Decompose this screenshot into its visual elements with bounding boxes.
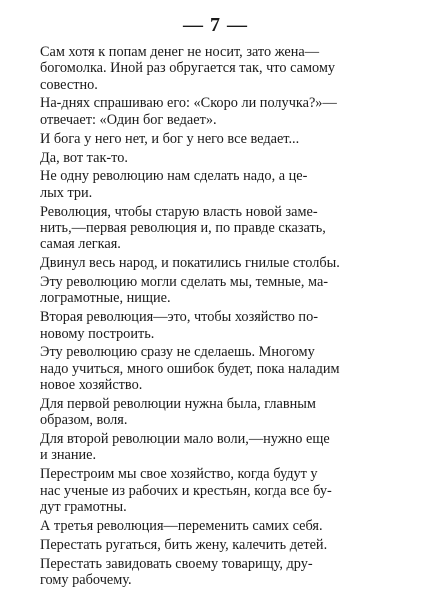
text-line: отвечает: «Один бог ведает». (40, 111, 217, 128)
text-line: Вторая революция—это, чтобы хозяйство по- (40, 309, 318, 326)
text-line: новое хозяйство. (40, 376, 143, 393)
paragraph (40, 150, 389, 166)
text-line: Перестать завидовать своему товарищу, дру- (40, 555, 313, 572)
body-text (40, 44, 389, 591)
text-line: Да, вот так-то. (40, 149, 128, 166)
paragraph (40, 537, 389, 553)
text-line: и знание. (40, 447, 97, 464)
text-line: На-днях спрашиваю его: «Скоро ли получка?»— (40, 95, 337, 112)
text-line: Перестать ругаться, бить жену, калечить детей. (40, 536, 328, 553)
paragraph (40, 131, 389, 147)
text-line: надо учиться, много ошибок будет, пока наладим (40, 360, 340, 377)
text-line: самая легкая. (40, 236, 121, 253)
text-line: совестно. (40, 76, 98, 93)
paragraph (40, 255, 389, 271)
text-line: Сам хотя к попам денег не носит, зато жена— (40, 44, 320, 60)
text-line: Для первой революции нужна была, главным (40, 395, 316, 412)
paragraph (40, 274, 389, 307)
text-line: образом, воля. (40, 412, 128, 429)
text-line: А третья революция—переменить самих себя. (40, 517, 323, 534)
text-line: Перестроим мы свое хозяйство, когда будут у (40, 466, 318, 483)
text-line: И бога у него нет, и бог у него все ведает... (40, 130, 300, 147)
paragraph (40, 309, 389, 342)
paragraph (40, 95, 389, 128)
paragraph (40, 518, 389, 534)
paragraph (40, 431, 389, 464)
paragraph (40, 466, 389, 515)
text-line: Революция, чтобы старую власть новой заме- (40, 203, 318, 220)
text-line: нить,—первая революция и, по правде сказать, (40, 219, 326, 236)
text-line: лых три. (40, 184, 93, 201)
text-line: Не одну революцию нам сделать надо, а це- (40, 168, 308, 185)
text-line: новому построить. (40, 325, 155, 342)
page-number: — 7 — (183, 14, 248, 36)
text-line: лограмотные, нищие. (40, 290, 171, 307)
paragraph (40, 396, 389, 429)
text-line: дут грамотны. (40, 498, 127, 515)
text-line: Двинул весь народ, и покатились гнилые столбы. (40, 255, 340, 272)
text-line: гому рабочему. (40, 571, 132, 588)
paragraph (40, 204, 389, 253)
paragraph (40, 556, 389, 589)
paragraph (40, 44, 389, 93)
text-line: богомолка. Иной раз обругается так, что самому (40, 60, 336, 77)
paragraph (40, 344, 389, 393)
paragraph (40, 168, 389, 201)
text-line: Для второй революции мало воли,—нужно еще (40, 431, 330, 448)
text-line: Эту революцию могли сделать мы, темные, ма- (40, 274, 329, 291)
text-line: Эту революцию сразу не сделаешь. Многому (40, 344, 315, 361)
text-line: нас ученые из рабочих и крестьян, когда все бу- (40, 482, 332, 499)
